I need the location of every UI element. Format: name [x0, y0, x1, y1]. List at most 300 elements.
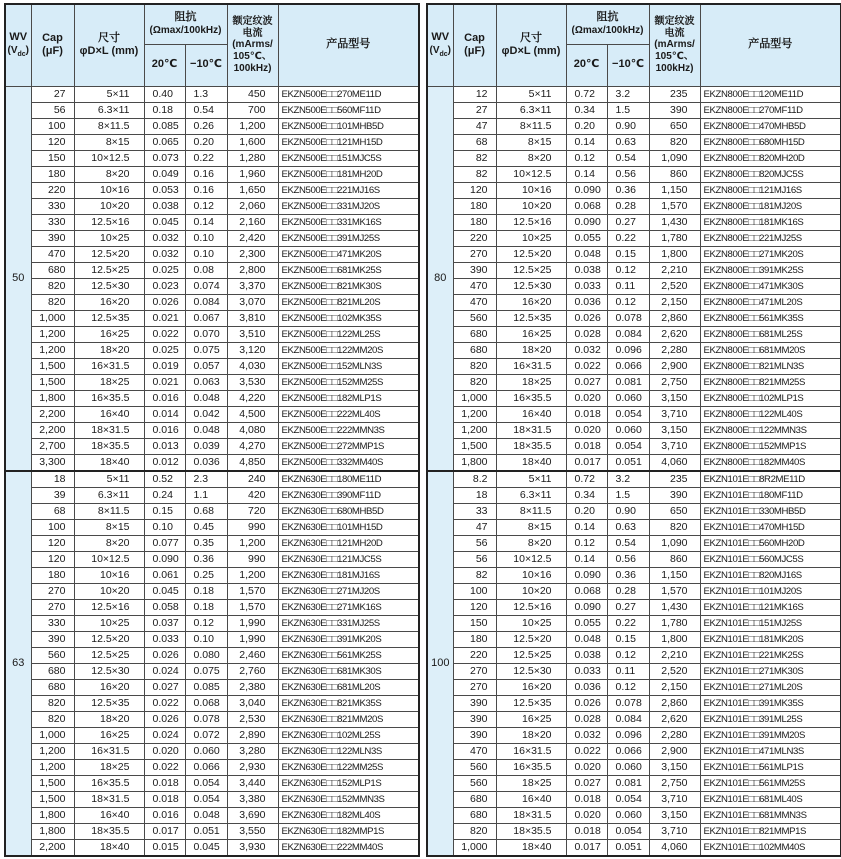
- part-number-cell: EKZN500E□□331MK16S: [278, 214, 419, 230]
- impedance-20c-cell: 0.027: [144, 679, 185, 695]
- cap-cell: 1,800: [31, 807, 74, 823]
- impedance-minus10c-cell: 1.5: [607, 102, 649, 118]
- impedance-20c-cell: 0.14: [566, 519, 607, 535]
- table-row: [5, 711, 419, 727]
- impedance-minus10c-cell: 0.072: [185, 727, 227, 743]
- table-row: [427, 454, 841, 471]
- part-number-cell: EKZN500E□□151MJC5S: [278, 150, 419, 166]
- cap-cell: 470: [453, 278, 496, 294]
- part-number-cell: EKZN630E□□182MMP1S: [278, 823, 419, 839]
- table-row: [5, 535, 419, 551]
- ripple-current-cell: 990: [227, 551, 278, 567]
- table-row: [427, 631, 841, 647]
- ripple-current-cell: 420: [227, 487, 278, 503]
- impedance-20c-cell: 0.038: [566, 647, 607, 663]
- cap-cell: 220: [453, 647, 496, 663]
- ripple-current-cell: 1,280: [227, 150, 278, 166]
- impedance-minus10c-cell: 0.054: [185, 775, 227, 791]
- ripple-current-cell: 650: [649, 503, 700, 519]
- ripple-current-cell: 2,750: [649, 775, 700, 791]
- ripple-current-cell: 450: [227, 86, 278, 102]
- impedance-20c-cell: 0.027: [566, 374, 607, 390]
- impedance-minus10c-cell: 0.45: [185, 519, 227, 535]
- cap-cell: 1,200: [31, 759, 74, 775]
- part-number-cell: EKZN500E□□222MMN3S: [278, 422, 419, 438]
- impedance-20c-cell: 0.40: [144, 86, 185, 102]
- size-cell: 10×12.5: [74, 551, 144, 567]
- impedance-20c-cell: 0.045: [144, 583, 185, 599]
- size-cell: 18×31.5: [496, 807, 566, 823]
- impedance-minus10c-cell: 0.56: [607, 166, 649, 182]
- table-row: [427, 567, 841, 583]
- cap-cell: 47: [453, 118, 496, 134]
- cap-cell: 680: [31, 679, 74, 695]
- ripple-current-cell: 235: [649, 471, 700, 488]
- impedance-minus10c-cell: 0.12: [607, 294, 649, 310]
- cap-cell: 1,000: [453, 839, 496, 856]
- ripple-current-cell: 2,520: [649, 663, 700, 679]
- cap-cell: 68: [453, 134, 496, 150]
- cap-cell: 390: [453, 727, 496, 743]
- impedance-20c-cell: 0.019: [144, 358, 185, 374]
- impedance-minus10c-cell: 0.045: [185, 839, 227, 856]
- impedance-20c-cell: 0.013: [144, 438, 185, 454]
- cap-cell: 33: [453, 503, 496, 519]
- size-cell: 12.5×16: [74, 214, 144, 230]
- ripple-current-cell: 4,080: [227, 422, 278, 438]
- ripple-current-cell: 3,380: [227, 791, 278, 807]
- part-number-cell: EKZN800E□□152MMP1S: [700, 438, 841, 454]
- col-header-cap: Cap (μF): [453, 4, 496, 86]
- table-row: [5, 118, 419, 134]
- part-number-cell: EKZN500E□□821ML20S: [278, 294, 419, 310]
- ripple-current-cell: 2,210: [649, 647, 700, 663]
- size-cell: 18×20: [496, 727, 566, 743]
- part-number-cell: EKZN630E□□271MK16S: [278, 599, 419, 615]
- table-row: [5, 695, 419, 711]
- size-cell: 8×20: [74, 535, 144, 551]
- table-row: [5, 422, 419, 438]
- impedance-minus10c-cell: 0.54: [607, 150, 649, 166]
- impedance-minus10c-cell: 0.048: [185, 807, 227, 823]
- cap-cell: 680: [453, 342, 496, 358]
- table-row: [5, 727, 419, 743]
- ripple-current-cell: 3,370: [227, 278, 278, 294]
- ripple-current-cell: 720: [227, 503, 278, 519]
- size-cell: 8×20: [496, 150, 566, 166]
- cap-cell: 820: [453, 823, 496, 839]
- table-row: [5, 278, 419, 294]
- ripple-current-cell: 990: [227, 519, 278, 535]
- part-number-cell: EKZN630E□□681ML20S: [278, 679, 419, 695]
- impedance-minus10c-cell: 0.16: [185, 182, 227, 198]
- ripple-current-cell: 1,570: [649, 198, 700, 214]
- impedance-minus10c-cell: 0.25: [185, 567, 227, 583]
- ripple-current-cell: 4,060: [649, 454, 700, 471]
- table-row: [5, 551, 419, 567]
- size-cell: 12.5×30: [74, 663, 144, 679]
- ripple-current-cell: 2,900: [649, 743, 700, 759]
- impedance-minus10c-cell: 0.051: [185, 823, 227, 839]
- impedance-20c-cell: 0.022: [144, 695, 185, 711]
- part-number-cell: EKZN500E□□272MMP1S: [278, 438, 419, 454]
- impedance-20c-cell: 0.024: [144, 727, 185, 743]
- impedance-minus10c-cell: 0.060: [185, 743, 227, 759]
- ripple-current-cell: 1,990: [227, 631, 278, 647]
- ripple-current-cell: 1,430: [649, 599, 700, 615]
- size-cell: 10×16: [496, 567, 566, 583]
- impedance-20c-cell: 0.033: [566, 663, 607, 679]
- impedance-minus10c-cell: 0.90: [607, 503, 649, 519]
- cap-cell: 100: [31, 118, 74, 134]
- table-row: [427, 278, 841, 294]
- impedance-20c-cell: 0.090: [144, 551, 185, 567]
- part-number-cell: EKZN630E□□681MK30S: [278, 663, 419, 679]
- table-row: [5, 294, 419, 310]
- header-row-1: [5, 4, 419, 44]
- part-number-cell: EKZN101E□□181MK20S: [700, 631, 841, 647]
- table-row: [5, 471, 419, 488]
- impedance-20c-cell: 0.085: [144, 118, 185, 134]
- cap-cell: 47: [453, 519, 496, 535]
- cap-cell: 68: [31, 503, 74, 519]
- impedance-minus10c-cell: 1.1: [185, 487, 227, 503]
- size-cell: 8×11.5: [74, 503, 144, 519]
- size-cell: 18×40: [496, 454, 566, 471]
- table-row: [427, 294, 841, 310]
- cap-cell: 270: [453, 663, 496, 679]
- col-header-part-number: 产品型号: [700, 4, 841, 86]
- cap-cell: 820: [31, 294, 74, 310]
- part-number-cell: EKZN101E□□330MHB5D: [700, 503, 841, 519]
- ripple-current-cell: 860: [649, 551, 700, 567]
- impedance-minus10c-cell: 0.084: [607, 326, 649, 342]
- impedance-minus10c-cell: 0.36: [185, 551, 227, 567]
- table-row: [5, 246, 419, 262]
- size-cell: 8×15: [74, 134, 144, 150]
- impedance-20c-cell: 0.022: [144, 326, 185, 342]
- impedance-minus10c-cell: 0.054: [607, 791, 649, 807]
- impedance-20c-cell: 0.72: [566, 471, 607, 488]
- table-header: [5, 4, 419, 86]
- part-number-cell: EKZN101E□□391MM20S: [700, 727, 841, 743]
- part-number-cell: EKZN101E□□561MM25S: [700, 775, 841, 791]
- cap-cell: 120: [31, 535, 74, 551]
- part-number-cell: EKZN630E□□271MJ20S: [278, 583, 419, 599]
- size-cell: 16×40: [496, 406, 566, 422]
- cap-cell: 1,200: [31, 342, 74, 358]
- cap-cell: 1,000: [453, 390, 496, 406]
- cap-cell: 270: [453, 679, 496, 695]
- cap-cell: 39: [31, 487, 74, 503]
- size-cell: 16×40: [496, 791, 566, 807]
- impedance-20c-cell: 0.033: [566, 278, 607, 294]
- size-cell: 16×35.5: [496, 759, 566, 775]
- table-row: [427, 807, 841, 823]
- impedance-20c-cell: 0.026: [144, 294, 185, 310]
- size-cell: 12.5×20: [496, 246, 566, 262]
- part-number-cell: EKZN630E□□222MM40S: [278, 839, 419, 856]
- part-number-cell: EKZN800E□□561MK35S: [700, 310, 841, 326]
- ripple-current-cell: 3,150: [649, 390, 700, 406]
- impedance-20c-cell: 0.14: [566, 134, 607, 150]
- impedance-20c-cell: 0.018: [566, 438, 607, 454]
- size-cell: 12.5×35: [74, 310, 144, 326]
- size-cell: 12.5×30: [496, 278, 566, 294]
- impedance-minus10c-cell: 0.22: [185, 150, 227, 166]
- table-row: [427, 246, 841, 262]
- size-cell: 18×20: [74, 342, 144, 358]
- size-cell: 10×20: [74, 583, 144, 599]
- impedance-minus10c-cell: 3.2: [607, 471, 649, 488]
- table-row: [5, 583, 419, 599]
- ripple-current-cell: 3,710: [649, 791, 700, 807]
- table-row: [5, 487, 419, 503]
- table-row: [5, 182, 419, 198]
- cap-cell: 2,700: [31, 438, 74, 454]
- cap-cell: 560: [453, 310, 496, 326]
- impedance-20c-cell: 0.017: [566, 839, 607, 856]
- ripple-current-cell: 2,280: [649, 342, 700, 358]
- part-number-cell: EKZN101E□□151MJ25S: [700, 615, 841, 631]
- table-row: [5, 406, 419, 422]
- ripple-current-cell: 3,120: [227, 342, 278, 358]
- impedance-minus10c-cell: 0.28: [607, 198, 649, 214]
- cap-cell: 180: [31, 567, 74, 583]
- impedance-20c-cell: 0.020: [566, 807, 607, 823]
- impedance-minus10c-cell: 1.5: [607, 487, 649, 503]
- table-row: [5, 230, 419, 246]
- cap-cell: 270: [31, 583, 74, 599]
- size-cell: 12.5×16: [496, 214, 566, 230]
- table-row: [5, 647, 419, 663]
- impedance-minus10c-cell: 0.063: [185, 374, 227, 390]
- ripple-current-cell: 3,150: [649, 807, 700, 823]
- ripple-current-cell: 1,990: [227, 615, 278, 631]
- part-number-cell: EKZN800E□□221MJ25S: [700, 230, 841, 246]
- impedance-20c-cell: 0.026: [144, 647, 185, 663]
- impedance-20c-cell: 0.017: [144, 823, 185, 839]
- impedance-minus10c-cell: 0.36: [607, 182, 649, 198]
- impedance-20c-cell: 0.34: [566, 102, 607, 118]
- impedance-20c-cell: 0.012: [144, 454, 185, 471]
- cap-cell: 180: [453, 214, 496, 230]
- size-cell: 12.5×20: [74, 246, 144, 262]
- impedance-minus10c-cell: 0.18: [185, 583, 227, 599]
- table-row: [5, 198, 419, 214]
- impedance-minus10c-cell: 0.22: [607, 230, 649, 246]
- size-cell: 16×40: [74, 807, 144, 823]
- size-cell: 16×40: [74, 406, 144, 422]
- col-header-20c: 20℃: [566, 44, 607, 86]
- ripple-current-cell: 1,200: [227, 535, 278, 551]
- table-row: [5, 775, 419, 791]
- ripple-current-cell: 4,220: [227, 390, 278, 406]
- part-number-cell: EKZN800E□□680MH15D: [700, 134, 841, 150]
- cap-cell: 390: [453, 695, 496, 711]
- cap-cell: 82: [453, 567, 496, 583]
- cap-cell: 1,800: [453, 454, 496, 471]
- part-number-cell: EKZN630E□□121MH20D: [278, 535, 419, 551]
- table-row: [5, 791, 419, 807]
- cap-cell: 1,200: [31, 326, 74, 342]
- impedance-20c-cell: 0.018: [144, 791, 185, 807]
- impedance-minus10c-cell: 0.096: [607, 727, 649, 743]
- table-row: [5, 631, 419, 647]
- size-cell: 10×25: [74, 230, 144, 246]
- impedance-minus10c-cell: 0.12: [185, 615, 227, 631]
- col-header-minus10c: −10℃: [607, 44, 649, 86]
- part-number-cell: EKZN101E□□470MH15D: [700, 519, 841, 535]
- impedance-minus10c-cell: 0.048: [185, 422, 227, 438]
- size-cell: 18×40: [496, 839, 566, 856]
- col-header-part-number: 产品型号: [278, 4, 419, 86]
- ripple-current-cell: 2,520: [649, 278, 700, 294]
- table-row: [427, 150, 841, 166]
- size-cell: 12.5×16: [496, 599, 566, 615]
- cap-cell: 680: [453, 807, 496, 823]
- col-header-impedance: 阻抗 (Ωmax/100kHz): [566, 4, 649, 44]
- impedance-20c-cell: 0.028: [566, 711, 607, 727]
- part-number-cell: EKZN630E□□152MLP1S: [278, 775, 419, 791]
- cap-cell: 270: [453, 246, 496, 262]
- impedance-minus10c-cell: 0.90: [607, 118, 649, 134]
- size-cell: 10×20: [496, 198, 566, 214]
- ripple-current-cell: 820: [649, 519, 700, 535]
- part-number-cell: EKZN101E□□821MMP1S: [700, 823, 841, 839]
- impedance-20c-cell: 0.022: [144, 759, 185, 775]
- part-number-cell: EKZN630E□□821MK35S: [278, 695, 419, 711]
- part-number-cell: EKZN101E□□271ML20S: [700, 679, 841, 695]
- table-row: [427, 310, 841, 326]
- ripple-current-cell: 4,500: [227, 406, 278, 422]
- impedance-minus10c-cell: 0.15: [607, 631, 649, 647]
- cap-cell: 3,300: [31, 454, 74, 471]
- header-row-1: [427, 4, 841, 44]
- table-row: [5, 310, 419, 326]
- cap-cell: 1,200: [31, 743, 74, 759]
- ripple-current-cell: 3,530: [227, 374, 278, 390]
- cap-cell: 220: [31, 182, 74, 198]
- table-row: [427, 182, 841, 198]
- part-number-cell: EKZN101E□□8R2ME11D: [700, 471, 841, 488]
- impedance-minus10c-cell: 0.26: [185, 118, 227, 134]
- size-cell: 16×31.5: [496, 358, 566, 374]
- cap-cell: 150: [31, 150, 74, 166]
- part-number-cell: EKZN630E□□331MJ25S: [278, 615, 419, 631]
- part-number-cell: EKZN800E□□681MM20S: [700, 342, 841, 358]
- part-number-cell: EKZN500E□□222ML40S: [278, 406, 419, 422]
- size-cell: 18×35.5: [74, 438, 144, 454]
- size-cell: 18×35.5: [496, 823, 566, 839]
- part-number-cell: EKZN101E□□471MLN3S: [700, 743, 841, 759]
- impedance-minus10c-cell: 0.54: [185, 102, 227, 118]
- part-number-cell: EKZN500E□□152MLN3S: [278, 358, 419, 374]
- size-cell: 16×25: [496, 711, 566, 727]
- ripple-current-cell: 2,530: [227, 711, 278, 727]
- cap-cell: 18: [31, 471, 74, 488]
- part-number-cell: EKZN630E□□121MJC5S: [278, 551, 419, 567]
- table-row: [427, 487, 841, 503]
- impedance-minus10c-cell: 0.054: [607, 406, 649, 422]
- part-number-cell: EKZN500E□□121MH15D: [278, 134, 419, 150]
- ripple-current-cell: 1,800: [649, 631, 700, 647]
- impedance-20c-cell: 0.014: [144, 406, 185, 422]
- size-cell: 18×35.5: [496, 438, 566, 454]
- part-number-cell: EKZN101E□□101MJ20S: [700, 583, 841, 599]
- ripple-current-cell: 1,200: [227, 567, 278, 583]
- ripple-current-cell: 3,510: [227, 326, 278, 342]
- table-row: [427, 86, 841, 102]
- size-cell: 10×12.5: [496, 166, 566, 182]
- impedance-minus10c-cell: 0.36: [607, 567, 649, 583]
- cap-cell: 1,000: [31, 310, 74, 326]
- part-number-cell: EKZN800E□□821MM25S: [700, 374, 841, 390]
- impedance-minus10c-cell: 0.10: [185, 230, 227, 246]
- size-cell: 12.5×20: [74, 631, 144, 647]
- table-row: [5, 102, 419, 118]
- part-number-cell: EKZN630E□□122MLN3S: [278, 743, 419, 759]
- size-cell: 8×11.5: [496, 118, 566, 134]
- cap-cell: 8.2: [453, 471, 496, 488]
- size-cell: 12.5×25: [74, 647, 144, 663]
- size-cell: 12.5×20: [496, 631, 566, 647]
- size-cell: 18×20: [74, 711, 144, 727]
- impedance-minus10c-cell: 0.35: [185, 535, 227, 551]
- table-row: [427, 775, 841, 791]
- impedance-20c-cell: 0.021: [144, 310, 185, 326]
- table-row: [427, 471, 841, 488]
- size-cell: 10×20: [74, 198, 144, 214]
- cap-cell: 1,200: [453, 406, 496, 422]
- impedance-minus10c-cell: 0.070: [185, 326, 227, 342]
- ripple-current-cell: 390: [649, 487, 700, 503]
- impedance-minus10c-cell: 0.048: [185, 390, 227, 406]
- impedance-20c-cell: 0.016: [144, 422, 185, 438]
- ripple-current-cell: 1,090: [649, 535, 700, 551]
- table-row: [427, 422, 841, 438]
- part-number-cell: EKZN630E□□101MH15D: [278, 519, 419, 535]
- ripple-current-cell: 1,780: [649, 615, 700, 631]
- size-cell: 16×20: [496, 679, 566, 695]
- size-cell: 18×25: [74, 374, 144, 390]
- impedance-20c-cell: 0.026: [566, 310, 607, 326]
- wv-unit: $(V_{dc})$: [429, 44, 452, 58]
- part-number-cell: EKZN101E□□271MK30S: [700, 663, 841, 679]
- table-row: [427, 663, 841, 679]
- size-cell: 10×12.5: [74, 150, 144, 166]
- table-row: [5, 743, 419, 759]
- ripple-current-cell: 2,280: [649, 727, 700, 743]
- table-row: [427, 695, 841, 711]
- ripple-current-cell: 860: [649, 166, 700, 182]
- table-row: [427, 583, 841, 599]
- cap-cell: 390: [453, 711, 496, 727]
- cap-cell: 1,500: [453, 438, 496, 454]
- table-row: [427, 711, 841, 727]
- cap-cell: 1,500: [31, 791, 74, 807]
- impedance-minus10c-cell: 0.15: [607, 246, 649, 262]
- impedance-20c-cell: 0.018: [144, 775, 185, 791]
- ripple-current-cell: 1,150: [649, 182, 700, 198]
- impedance-minus10c-cell: 0.63: [607, 519, 649, 535]
- table-row: [5, 166, 419, 182]
- impedance-minus10c-cell: 0.084: [607, 711, 649, 727]
- impedance-20c-cell: 0.024: [144, 663, 185, 679]
- cap-cell: 1,500: [31, 358, 74, 374]
- ripple-current-cell: 3,070: [227, 294, 278, 310]
- cap-cell: 680: [31, 663, 74, 679]
